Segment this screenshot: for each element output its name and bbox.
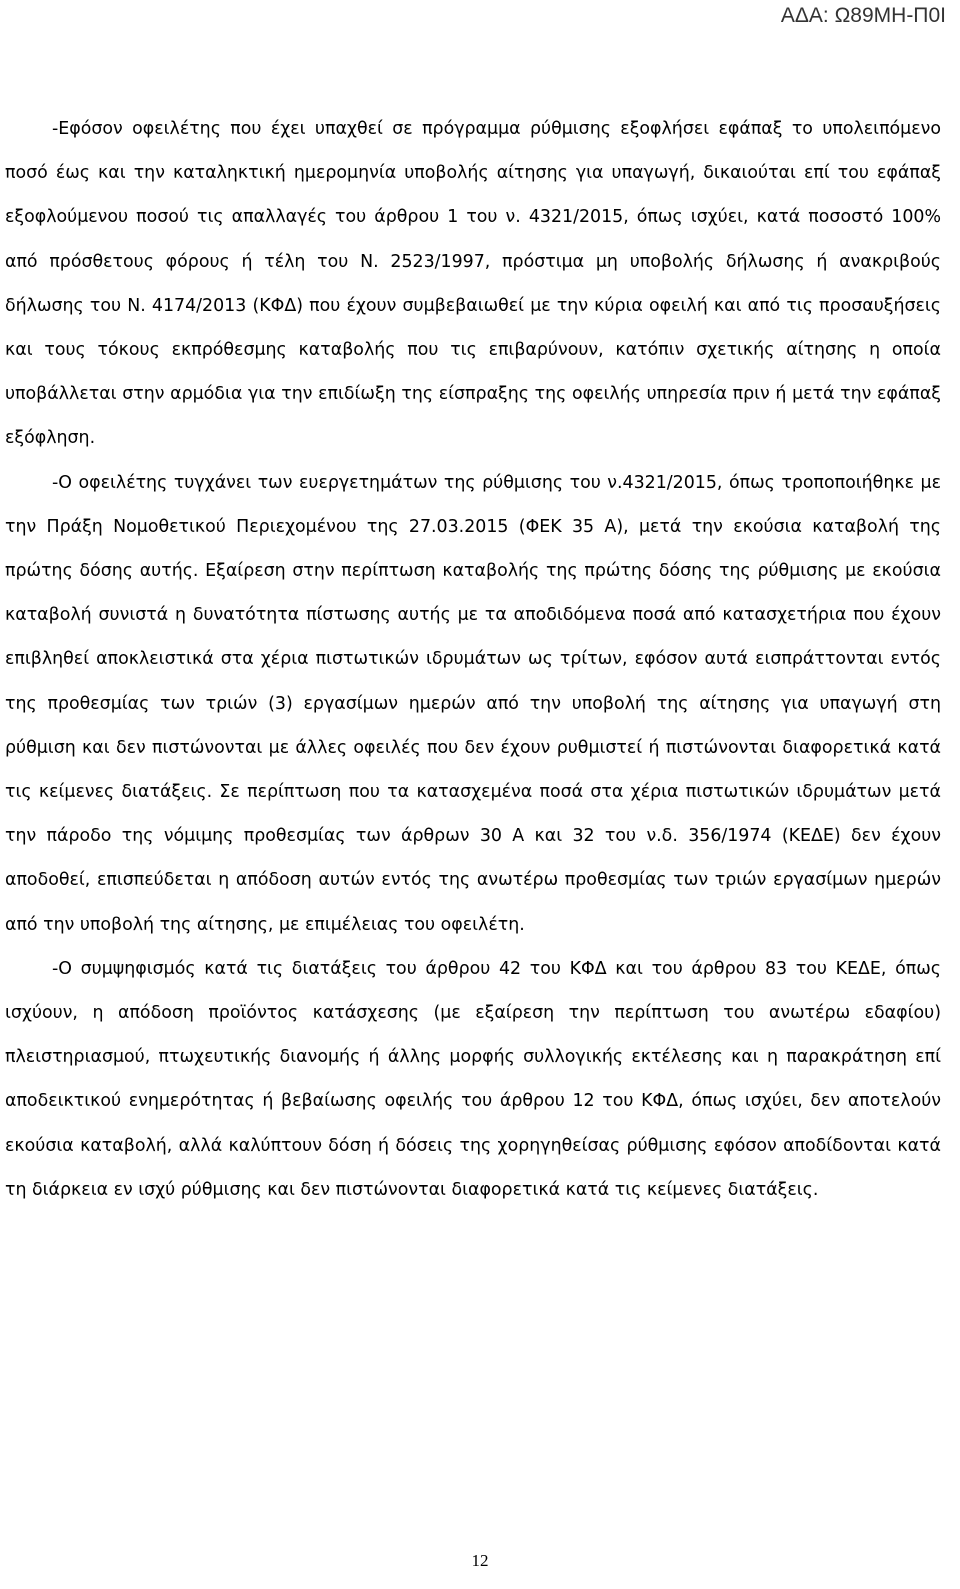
document-reference-code: ΑΔΑ: Ω89ΜΗ-Π0Ι [780, 4, 946, 27]
paragraph-offset-provisions: -Ο συμψηφισμός κατά τις διατάξεις του άρθρου 42 του ΚΦΔ και του άρθρου 83 του ΚΕΔΕ, όπως ισχύουν, η απόδοση προϊόντος κατάσχεσης (με εξαίρεση την περίπτωση του ανωτέρω εδαφίου) πλειστηριασμού, πτωχευτικής διανομής ή άλλης μορφής συλλογικής εκτέλεσης και η παρακράτηση επί αποδεικτικού ενημερότητας ή βεβαίωσης οφειλής του άρθρου 12 του ΚΦΔ, όπως ισχύει, δεν αποτελούν εκούσια καταβολή, αλλά καλύπτουν δόση ή δόσεις της χορηγηθείσας ρύθμισης εφόσον αποδίδονται κατά τη διάρκεια εν ισχύ ρύθμισης και δεν πιστώνονται διαφορετικά κατά τις κείμενες διατάξεις. [5, 958, 941, 1200]
paragraph-lump-sum-settlement: -Εφόσον οφειλέτης που έχει υπαχθεί σε πρόγραμμα ρύθμισης εξοφλήσει εφάπαξ το υπολειπόμενο ποσό έως και την καταληκτική ημερομηνία υποβολής αίτησης για υπαγωγή, δικαιούται επί του εφάπαξ εξοφλούμενου ποσού τις απαλλαγές του άρθρου 1 του ν. 4321/2015, όπως ισχύει, κατά ποσοστό 100% από πρόσθετους φόρους ή τέλη του Ν. 2523/1997, πρόστιμα μη υποβολής δήλωσης ή ανακριβούς δήλωσης του Ν. 4174/2013 (ΚΦΔ) που έχουν συμβεβαιωθεί με την κύρια οφειλή και από τις προσαυξήσεις και τους τόκους εκπρόθεσμης καταβολής που τις επιβαρύνουν, κατόπιν σχετικής αίτησης η οποία υποβάλλεται στην αρμόδια για την επιδίωξη της είσπραξης της οφειλής υπηρεσία πριν ή μετά την εφάπαξ εξόφληση. [5, 119, 941, 449]
page-number: 12 [471, 1551, 489, 1570]
paragraph-settlement-benefits: -Ο οφειλέτης τυγχάνει των ευεργετημάτων της ρύθμισης του ν.4321/2015, όπως τροποποιήθηκε με την Πράξη Νομοθετικού Περιεχομένου της 27.03.2015 (ΦΕΚ 35 Α), μετά την εκούσια καταβολή της πρώτης δόσης αυτής. Εξαίρεση στην περίπτωση καταβολής της πρώτης δόσης της ρύθμισης με εκούσια καταβολή συνιστά η δυνατότητα πίστωσης αυτής με τα αποδιδόμενα ποσά από κατασχετήρια που έχουν επιβληθεί αποκλειστικά στα χέρια πιστωτικών ιδρυμάτων ως τρίτων, εφόσον αυτά εισπράττονται εντός της προθεσμίας των τριών (3) εργασίμων ημερών από την υποβολή της αίτησης για υπαγωγή στη ρύθμιση και δεν πιστώνονται με άλλες οφειλές που δεν έχουν ρυθμιστεί ή πιστώνονται διαφορετικά κατά τις κείμενες διατάξεις. Σε περίπτωση που τα κατασχεμένα ποσά στα χέρια πιστωτικών ιδρυμάτων μετά την πάροδο της νόμιμης προθεσμίας των άρθρων 30 Α και 32 του ν.δ. 356/1974 (ΚΕΔΕ) δεν έχουν αποδοθεί, επισπεύδεται η απόδοση αυτών εντός της ανωτέρω προθεσμίας των τριών εργασίμων ημερών από την υποβολή της αίτησης, με επιμέλειας του οφειλέτη. [5, 472, 941, 935]
document-body [5, 107, 941, 1212]
